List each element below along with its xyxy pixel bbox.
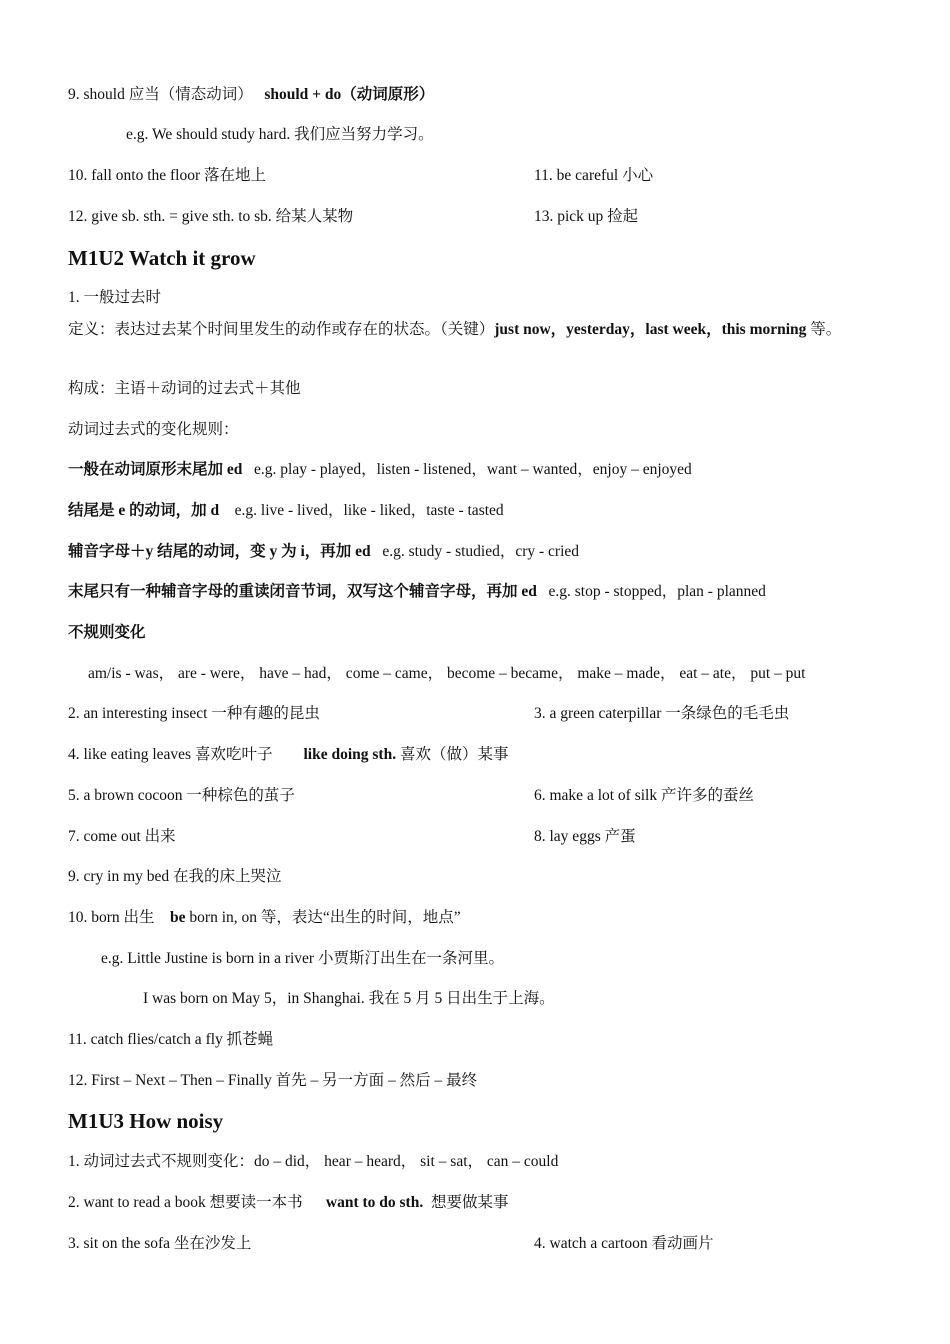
irregular-heading: 不规则变化 [68,624,146,641]
item-fall-onto-floor: 10. fall onto the floor 落在地上 [68,167,267,184]
section-title-u3: M1U3 How noisy [68,1109,224,1133]
rule-label: 末尾只有一种辅音字母的重读闭音节词，双写这个辅音字母，再加 ed [68,583,537,600]
item-interesting-insect: 2. an interesting insect 一种有趣的昆虫 [68,705,320,722]
item-cry-in-bed: 9. cry in my bed 在我的床上哭泣 [68,868,282,885]
example-born-2: I was born on May 5，in Shanghai. 我在 5 月 5 日出生于上海。 [143,990,555,1007]
item-pick-up: 13. pick up 捡起 [534,208,639,225]
rules-heading: 动词过去式的变化规则： [68,421,239,438]
item-give-sb-sth: 12. give sb. sth. = give sth. to sb. 给某人某物 [68,208,354,225]
rule-4 [68,582,766,602]
rule-2 [68,501,504,521]
rule-label: 结尾是 e 的动词，加 d [68,502,220,519]
item-brown-cocoon: 5. a brown cocoon 一种棕色的茧子 [68,787,295,804]
item-catch-flies: 11. catch flies/catch a fly 抓苍蝇 [68,1031,274,1048]
section-title-u2: M1U2 Watch it grow [68,246,256,270]
item-text: 2. want to read a book 想要读一本书 [68,1194,303,1211]
item-meaning: 喜欢（做）某事 [399,746,509,763]
item-green-caterpillar: 3. a green caterpillar 一条绿色的毛毛虫 [534,705,790,722]
item-rule: like doing sth. [303,746,397,763]
item-lay-eggs: 8. lay eggs 产蛋 [534,828,636,845]
irregular-list: am/is - was， are - were， have – had， come – came， become – became， make – made， eat – ate， put – put [88,665,806,682]
item-want-to-read [68,1193,508,1213]
item-come-out: 7. come out 出来 [68,828,176,845]
item-sequence-words: 12. First – Next – Then – Finally 首先 – 另一方面 – 然后 – 最终 [68,1072,478,1089]
item-irregular-verbs: 1. 动词过去式不规则变化：do – did， hear – heard， sit – sat， can – could [68,1153,559,1170]
item-like-eating-leaves [68,745,508,765]
rule-3 [68,542,579,562]
rule-1 [68,460,692,480]
example-born-1: e.g. Little Justine is born in a river 小贾斯汀出生在一条河里。 [101,950,504,967]
rule-example: e.g. stop - stopped，plan - planned [548,583,766,600]
item-text: 9. should 应当（情态动词） [68,86,253,103]
rule-example: e.g. live - lived，like - liked，taste - tasted [234,502,504,519]
rule-label: 一般在动词原形末尾加 ed [68,461,243,478]
item-should [68,85,434,105]
item-watch-cartoon: 4. watch a cartoon 看动画片 [534,1235,714,1252]
item-born [68,908,461,928]
item-meaning: born in, on 等，表达“出生的时间，地点” [189,909,461,926]
structure-text: 构成：主语＋动词的过去式＋其他 [68,380,301,397]
example-should: e.g. We should study hard. 我们应当努力学习。 [126,126,434,143]
item-make-silk: 6. make a lot of silk 产许多的蚕丝 [534,787,754,804]
item-text: 10. born 出生 [68,909,155,926]
item-sit-on-sofa: 3. sit on the sofa 坐在沙发上 [68,1235,252,1252]
item-text: 4. like eating leaves 喜欢吃叶子 [68,746,273,763]
definition-keywords: just now，yesterday，last week，this morning [494,321,807,338]
item-past-tense: 1. 一般过去时 [68,289,162,306]
item-rule: be [170,909,186,926]
item-rule: want to do sth. [325,1194,424,1211]
rule-example: e.g. play - played，listen - listened，want – wanted，enjoy – enjoyed [254,461,692,478]
definition-text: 定义：表达过去某个时间里发生的动作或存在的状态。（关键） [68,321,495,338]
rule-label: 辅音字母＋y 结尾的动词，变 y 为 i，再加 ed [68,543,371,560]
item-rule: should + do（动词原形） [264,86,435,103]
rule-example: e.g. study - studied，cry - cried [382,543,580,560]
definition-end: 等。 [810,321,842,338]
item-be-careful: 11. be careful 小心 [534,167,654,184]
definition-paragraph [68,317,888,343]
item-meaning: 想要做某事 [430,1194,509,1211]
